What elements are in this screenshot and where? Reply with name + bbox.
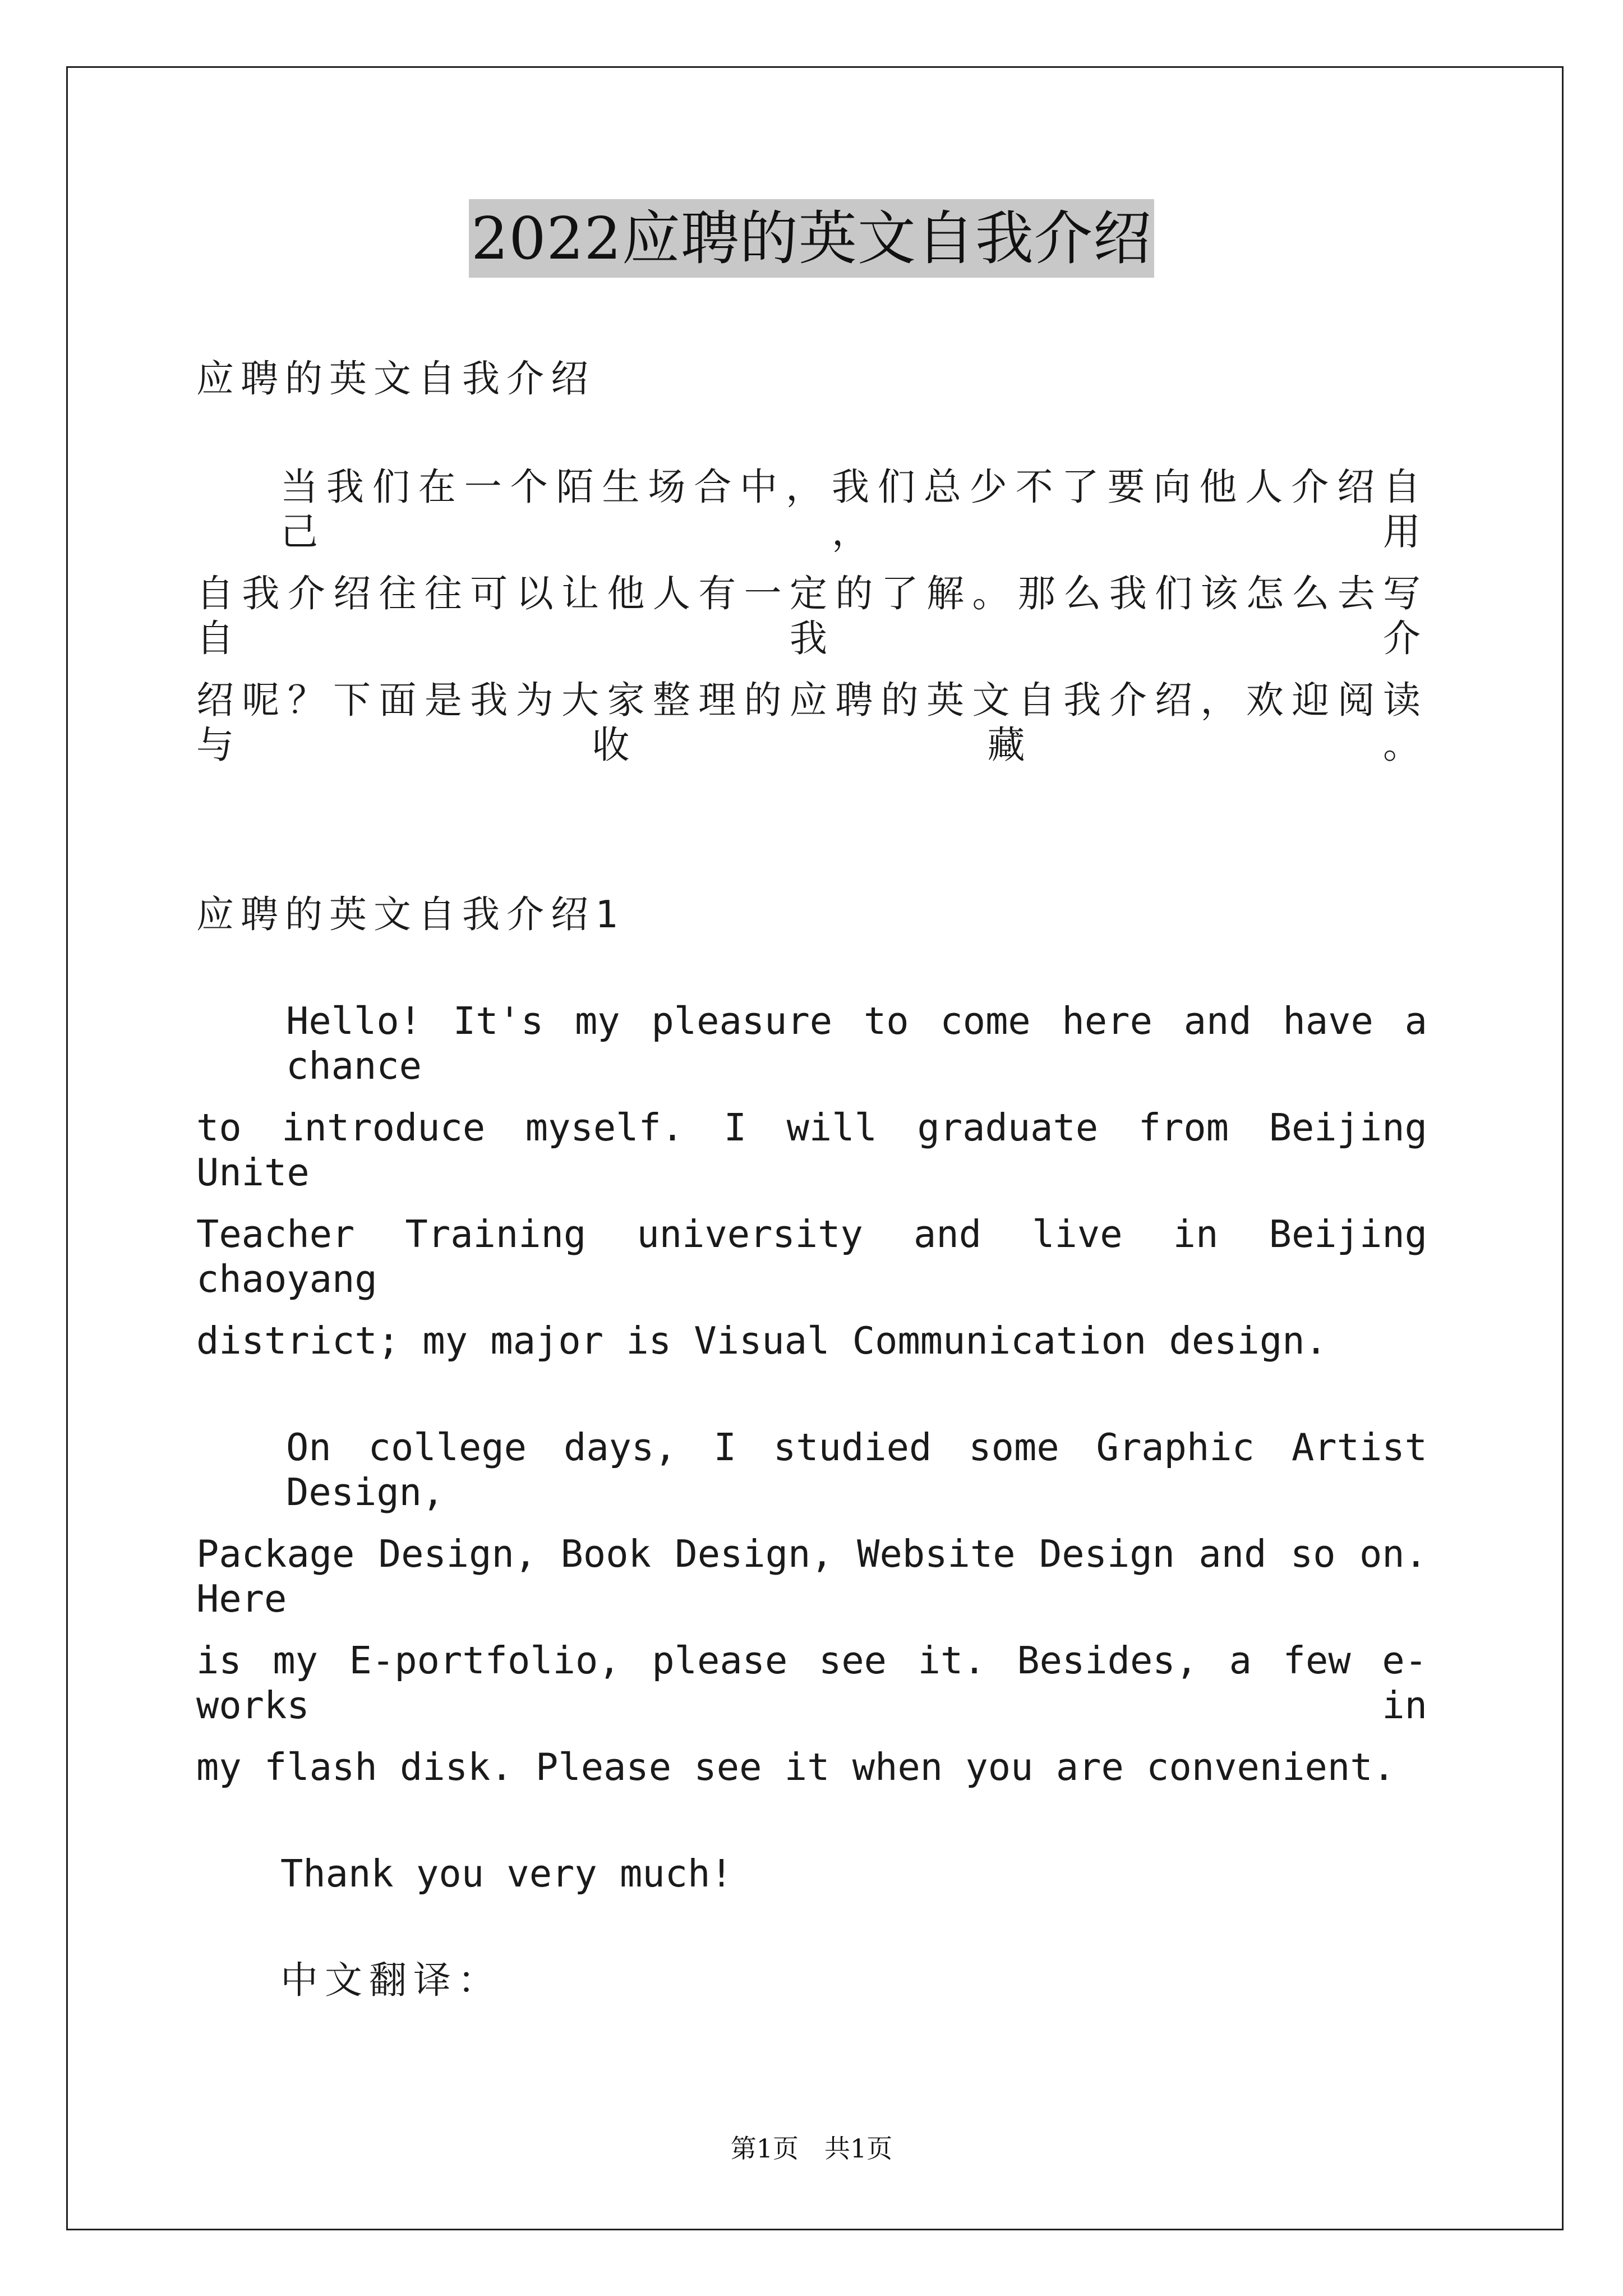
para2-line-2: Package Design, Book Design, Website Design and so on. Here bbox=[196, 1532, 1427, 1621]
para1-line-2: to introduce myself. I will graduate from Beijing Unite bbox=[196, 1106, 1427, 1194]
para2-line-3: is my E-portfolio, please see it. Besides, a few e-works in bbox=[196, 1639, 1427, 1727]
section-heading: 应聘的英文自我介绍1 bbox=[196, 892, 625, 936]
para2-line-4: my flash disk. Please see it when you are convenient. bbox=[196, 1745, 1395, 1789]
intro-line-2: 自我介绍往往可以让他人有一定的了解。那么我们该怎么去写自我介 bbox=[196, 572, 1427, 660]
para1-line-3: Teacher Training university and live in Beijing chaoyang bbox=[196, 1212, 1427, 1301]
subtitle: 应聘的英文自我介绍 bbox=[196, 357, 595, 401]
para2-line-1: On college days, I studied some Graphic Artist Design, bbox=[286, 1425, 1427, 1514]
title-container bbox=[0, 199, 1623, 278]
translation-label: 中文翻译： bbox=[280, 1958, 502, 2002]
intro-line-1: 当我们在一个陌生场合中，我们总少不了要向他人介绍自己，用 bbox=[280, 465, 1427, 554]
para1-line-1: Hello! It's my pleasure to come here and have a chance bbox=[286, 999, 1427, 1088]
document-title: 2022应聘的英文自我介绍 bbox=[469, 199, 1154, 278]
thanks-line: Thank you very much! bbox=[280, 1852, 733, 1895]
page-footer: 第1页 共1页 bbox=[730, 2133, 893, 2164]
intro-line-3: 绍呢？下面是我为大家整理的应聘的英文自我介绍，欢迎阅读与收藏。 bbox=[196, 678, 1427, 767]
para1-line-4: district; my major is Visual Communication design. bbox=[196, 1319, 1327, 1363]
